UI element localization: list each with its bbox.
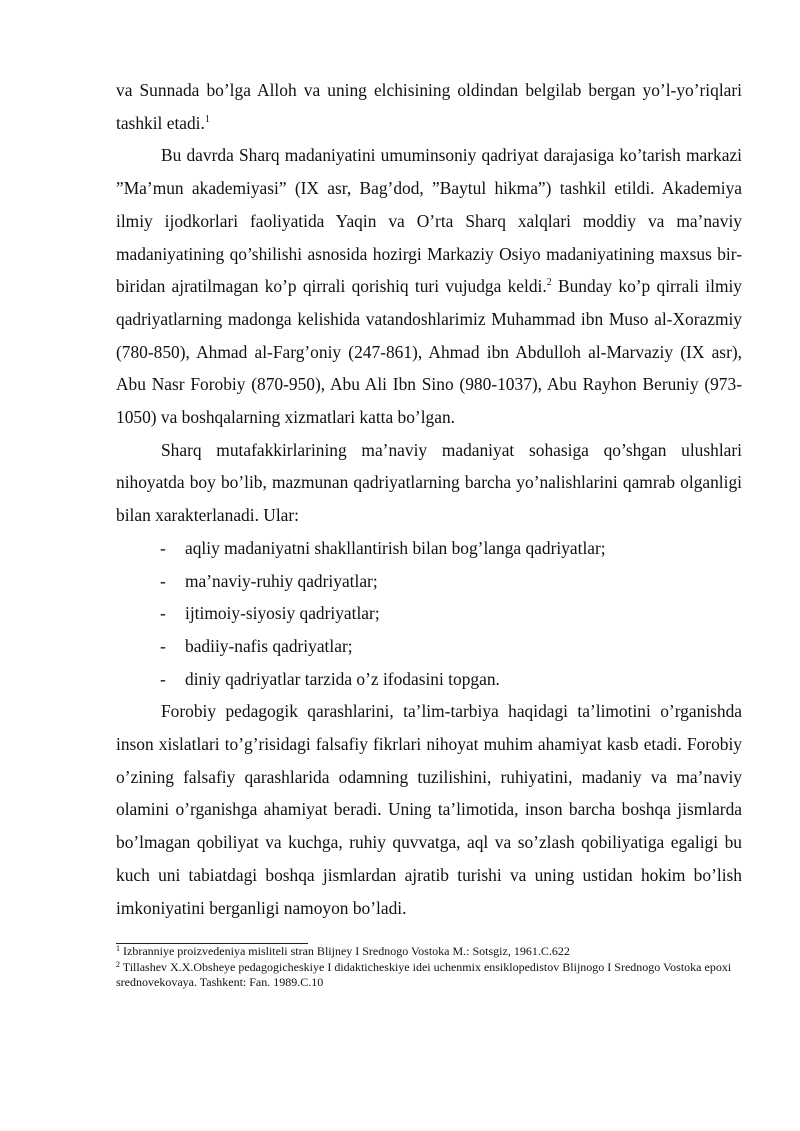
document-page: [116, 74, 742, 991]
footnote-1-text: Izbranniye proizvedeniya misliteli stran Blijney I Srednogo Vostoka M.: Sotsgiz, 1961.C.622: [123, 944, 570, 959]
paragraph-closing: Forobiy pedagogik qarashlarini, ta’lim-tarbiya haqidagi ta’limotini o’rganishda inson xislatlari to’g’risidagi falsafiy fikrlari nihoyat muhim ahamiyat kasb etadi. Forobiy o’zining falsafiy qarashlarida odamning tuzilishini, ruhiyatini, madaniy va ma’naviy olamini o’rganishga ahamiyat beradi. Uning ta’limotida, inson barcha boshqa jismlarda bo’lmagan qobiliyat va kuchga, ruhiy quvvatga, aql va so’zlash qobiliyatiga egaligi bu kuch uni tabiatdagi boshqa jismlardan ajratib turishi va uning ustidan hokim bo’lish imkoniyatini berganligi namoyon bo’ladi.: [116, 701, 742, 918]
list-dash: -: [160, 570, 166, 591]
list-item-text: badiiy-nafis qadriyatlar;: [185, 635, 353, 656]
footnote-ref-1: 1: [204, 113, 210, 125]
footnote-ref-2: 2: [546, 277, 552, 289]
list-item: [116, 663, 742, 696]
footnote-1-number: 1: [116, 944, 120, 954]
list-dash: -: [160, 537, 166, 558]
list-item-text: ijtimoiy-siyosiy qadriyatlar;: [185, 603, 380, 624]
paragraph-2-tail: Bunday ko’p qirrali ilmiy qadriyatlarning madonga kelishida vatandoshlarimiz Muhammad ibn Muso al-Xorazmiy (780-850), Ahmad al-Farg’oniy (247-861), Ahmad ibn Abdulloh al-Marvaziy (IX asr), Abu Nasr Forobiy (870-950), Abu Ali Ibn Sino (980-1037), Abu Rayhon Beruniy (973-1050) va boshqalarning xizmatlari katta bo’lgan.: [116, 276, 742, 428]
footnote-2-number: 2: [116, 959, 120, 969]
paragraph-1: [116, 74, 742, 139]
footnote-1: [116, 944, 742, 960]
list-item-text: ma’naviy-ruhiy qadriyatlar;: [185, 570, 378, 591]
list-dash: -: [160, 635, 166, 656]
paragraph-1-text: va Sunnada bo’lga Alloh va uning elchisining oldindan belgilab bergan yo’l-yo’riqlari tashkil etadi.: [116, 80, 742, 133]
footnote-2-text: Tillashev X.X.Obsheye pedagogicheskiye I didakticheskiye idei uchenmix ensiklopedistov Blijnogo I Srednogo Vostoka epoxi srednovekovaya. Tashkent: Fan. 1989.C.10: [116, 959, 732, 990]
list-item: [116, 630, 742, 663]
list-item-text: aqliy madaniyatni shakllantirish bilan bog’langa qadriyatlar;: [185, 537, 606, 558]
paragraph-3: Sharq mutafakkirlarining ma’naviy madaniyat sohasiga qo’shgan ulushlari nihoyatda boy bo’lib, mazmunan qadriyatlarning barcha yo’nalishlarini qamrab olganligi bilan xarakterlanadi. Ular:: [116, 439, 742, 526]
list-item: [116, 597, 742, 630]
list-dash: -: [160, 603, 166, 624]
footnote-2: [116, 960, 742, 991]
values-list: [116, 532, 742, 696]
paragraph-2-text: Bu davrda Sharq madaniyatini umuminsoniy qadriyat darajasiga ko’tarish markazi ”Ma’mun akademiyasi” (IX asr, Bag’dod, ”Baytul hikma”) tashkil etildi. Akademiya ilmiy ijodkorlari faoliyatida Yaqin va O’rta Sharq xalqlari moddiy va ma’naviy madaniyatining qo’shilishi asnosida hozirgi Markaziy Osiyo madaniyatining maxsus bir-biridan ajratilmagan ko’p qirrali qorishiq turi vujudga keldi.: [116, 145, 742, 297]
list-item-text: diniy qadriyatlar tarzida o’z ifodasini topgan.: [185, 668, 500, 689]
paragraph-2: [116, 139, 742, 433]
list-item: [116, 532, 742, 565]
list-dash: -: [160, 668, 166, 689]
list-item: [116, 565, 742, 598]
